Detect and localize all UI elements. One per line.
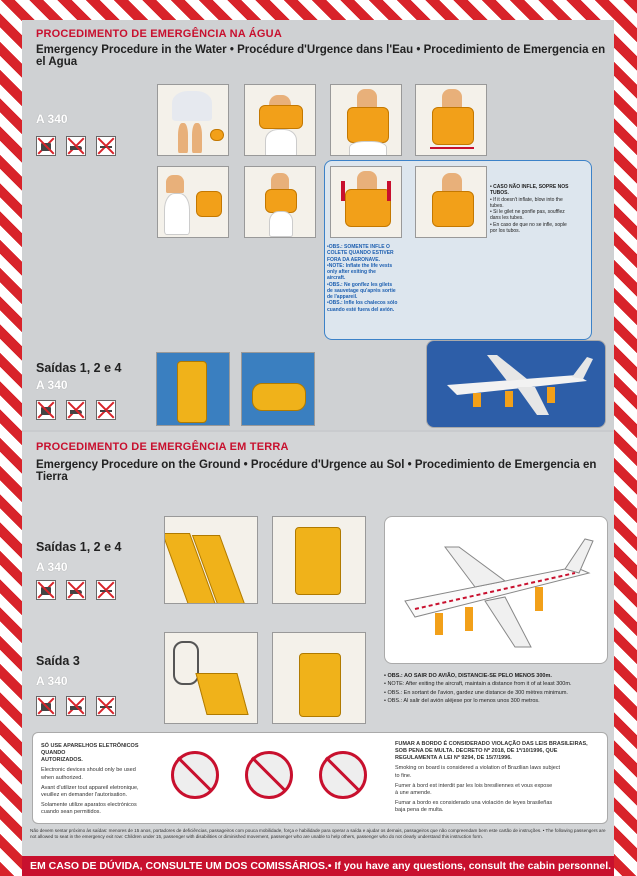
- blow-tubes-note: [490, 184, 588, 234]
- illustration-raft-slide: [156, 352, 230, 426]
- ground-exits-prohibited-icons: [36, 580, 116, 600]
- ground-distance-obs: [384, 672, 608, 705]
- electronics-line: Solamente utilize aparatos electrónicos: [41, 801, 137, 808]
- obs-line: •OBS.: SOMENTE INFLE O: [327, 244, 390, 250]
- illustration-ground-slide-2: [272, 516, 366, 604]
- obs-line: de sauvetage qu'après sortie: [327, 287, 396, 294]
- questions-banner: EM CASO DE DÚVIDA, CONSULTE UM DOS COMISSÁRIOS.• If you have any questions, consult the cabin personnel.: [22, 856, 614, 876]
- smoking-line: baja pena de multa.: [395, 807, 444, 814]
- obs-line: only after exiting the: [327, 269, 376, 275]
- no-portable-device-icon: [319, 751, 367, 799]
- water-subtitle: Emergency Procedure in the Water • Procédure d'Urgence dans l'Eau • Procedimiento de Emergencia en el Agua: [36, 44, 606, 68]
- aircraft-water-drawing: [427, 341, 605, 427]
- smoking-line: SOB PENA DE MULTA. DECRETO Nº 2018, DE 1º/10/1996, QUE: [395, 748, 558, 755]
- illustration-ground-slide-1: [164, 516, 258, 604]
- smoking-line: Smoking on board is considered a violation of Brazilian laws subject: [395, 765, 561, 772]
- no-high-heels-icon: [66, 580, 86, 600]
- no-high-heels-icon: [66, 400, 86, 420]
- inflate-line: tubes.: [490, 202, 504, 209]
- water-title: PROCEDIMENTO DE EMERGÊNCIA NA ÁGUA: [36, 28, 282, 40]
- no-high-heels-icon: [66, 696, 86, 716]
- no-smoking-icon: [96, 580, 116, 600]
- ground-exit3-model: A 340: [36, 674, 68, 688]
- obs-line: cuando esté fuera del avión.: [327, 306, 395, 313]
- obs-line: de l'appareil.: [327, 294, 358, 300]
- illustration-vest-under-seat: [157, 84, 229, 156]
- inflate-line: • Si le gilet ne gonfle pas, soufflez: [490, 209, 565, 215]
- no-bag-icon: [36, 400, 56, 420]
- inflate-line: • If it doesn't inflate, blow into the: [490, 196, 563, 203]
- no-smoking-icon: [96, 136, 116, 156]
- obs-line: aircraft.: [327, 275, 346, 282]
- smoking-line: FUMAR A BORDO É CONSIDERADO VIOLAÇÃO DAS LEIS BRASILEIRAS,: [395, 741, 588, 747]
- illustration-vest-blow-tubes: [415, 166, 487, 238]
- ground-obs-line: • NOTE: After exiting the aircraft, maintain a distance from it of at least 300m.: [384, 681, 572, 688]
- aircraft-ground-drawing: [385, 517, 607, 663]
- illustration-exit3-door: [164, 632, 258, 724]
- no-bag-icon: [36, 136, 56, 156]
- ground-obs-line: • OBS.: AO SAIR DO AVIÃO, DISTANCIE-SE PELO MENOS 300m.: [384, 673, 552, 679]
- inflate-line: dans les tubes.: [490, 215, 524, 222]
- no-mobile-phone-icon: [171, 751, 219, 799]
- smoking-line: to fine.: [395, 772, 412, 779]
- water-section: [22, 20, 614, 430]
- electronics-line: Electronic devices should only be used: [41, 767, 136, 774]
- obs-line: •OBS.: Infle los chalecos sólo: [327, 300, 398, 307]
- ground-exits-model: A 340: [36, 560, 68, 574]
- no-high-heels-icon: [66, 136, 86, 156]
- electronics-line: cuando sean permitidos.: [41, 809, 101, 816]
- illustration-vest-fasten: [330, 84, 402, 156]
- water-exits-prohibited-icons: [36, 400, 116, 420]
- ground-title: PROCEDIMENTO DE EMERGÊNCIA EM TERRA: [36, 441, 289, 453]
- electronics-line: AUTORIZADOS.: [41, 757, 83, 764]
- obs-line: •NOTE: Inflate the life vests: [327, 262, 393, 269]
- illustration-exit3-slide: [272, 632, 366, 724]
- ground-subtitle: Emergency Procedure on the Ground • Procédure d'Urgence au Sol • Procedimiento de Emergencia en Tierra: [36, 459, 597, 483]
- no-smoking-icon: [96, 400, 116, 420]
- obs-line: •OBS.: Ne gonflez les gilets: [327, 281, 393, 288]
- illustration-vest-child-fitted: [244, 166, 316, 238]
- ground-section: [22, 432, 614, 856]
- electronics-line: Avant d'utilizer tout appareil eletronique,: [41, 784, 139, 791]
- water-prohibited-icons: [36, 136, 116, 156]
- electronics-line: veuillez en demander l'autorisation.: [41, 791, 128, 798]
- smoking-line: REGULAMENTA A LEI Nº 9294, DE 15/7/1996.: [395, 755, 512, 762]
- water-model-label: A 340: [36, 112, 68, 126]
- inflate-line: • CASO NÃO INFLE, SOPRE NOS TUBOS.: [490, 184, 569, 197]
- illustration-vest-inflate: [330, 166, 402, 238]
- illustration-vest-child: [157, 166, 229, 238]
- ground-exit3-label: Saída 3: [36, 654, 80, 668]
- exit-row-restrictions: Não devem sentar próximo às saídas: menores de 15 anos, portadores de deficiências, passageiros com pouca mobilidade, força e habilidade para operar a saída e ajudar os demais, passageiros que não compreendam bem este cartão de instruções. • The following passengers are not allowed to seat in the emergency exit row: Children under 15, passenger with disabilities or diminished movement, passenger who are unable to help others, passenger who do not clearly understand this instruction form.: [30, 828, 606, 839]
- no-smoking-icon: [96, 696, 116, 716]
- ground-exit3-prohibited-icons: [36, 696, 116, 716]
- water-exits-label: Saídas 1, 2 e 4: [36, 361, 122, 375]
- smoking-line: Fumar a bordo es considerado una violación de leyes brasileñas: [395, 799, 553, 806]
- ground-obs-line: • OBS.: Al salir del avión aléjese por lo menos unos 300 metros.: [384, 697, 540, 704]
- electronics-smoking-panel: [32, 732, 608, 824]
- electronics-text: [41, 743, 151, 816]
- illustration-raft-floating: [241, 352, 315, 426]
- illustration-vest-over-head: [244, 84, 316, 156]
- safety-card: [22, 20, 614, 856]
- obs-line: FORA DA AERONAVE.: [327, 256, 380, 263]
- no-bag-icon: [36, 580, 56, 600]
- electronics-line: when authorized.: [41, 774, 83, 781]
- obs-line: COLETE QUANDO ESTIVER: [327, 250, 394, 257]
- inflate-line: • En caso de que no se infle, sople: [490, 221, 567, 228]
- illustration-vest-tighten: [415, 84, 487, 156]
- illustration-aircraft-ground: [384, 516, 608, 664]
- ground-obs-line: • OBS.: En sortant de l'avion, gardez une distance de 300 mètres minimum.: [384, 689, 568, 696]
- no-laptop-icon: [245, 751, 293, 799]
- smoking-text: [395, 741, 601, 814]
- inflate-line: por los tubos.: [490, 227, 521, 234]
- smoking-line: à une amende.: [395, 789, 432, 796]
- electronics-line: SÓ USE APARELHOS ELETRÔNICOS QUANDO: [41, 743, 139, 757]
- vest-inflate-obs: [327, 244, 405, 313]
- ground-exits-label: Saídas 1, 2 e 4: [36, 540, 122, 554]
- illustration-aircraft-water: [426, 340, 606, 428]
- water-exits-model: A 340: [36, 378, 68, 392]
- no-bag-icon: [36, 696, 56, 716]
- smoking-line: Fumer à bord est interdit par les lois bresiliennes et vous expose: [395, 782, 553, 789]
